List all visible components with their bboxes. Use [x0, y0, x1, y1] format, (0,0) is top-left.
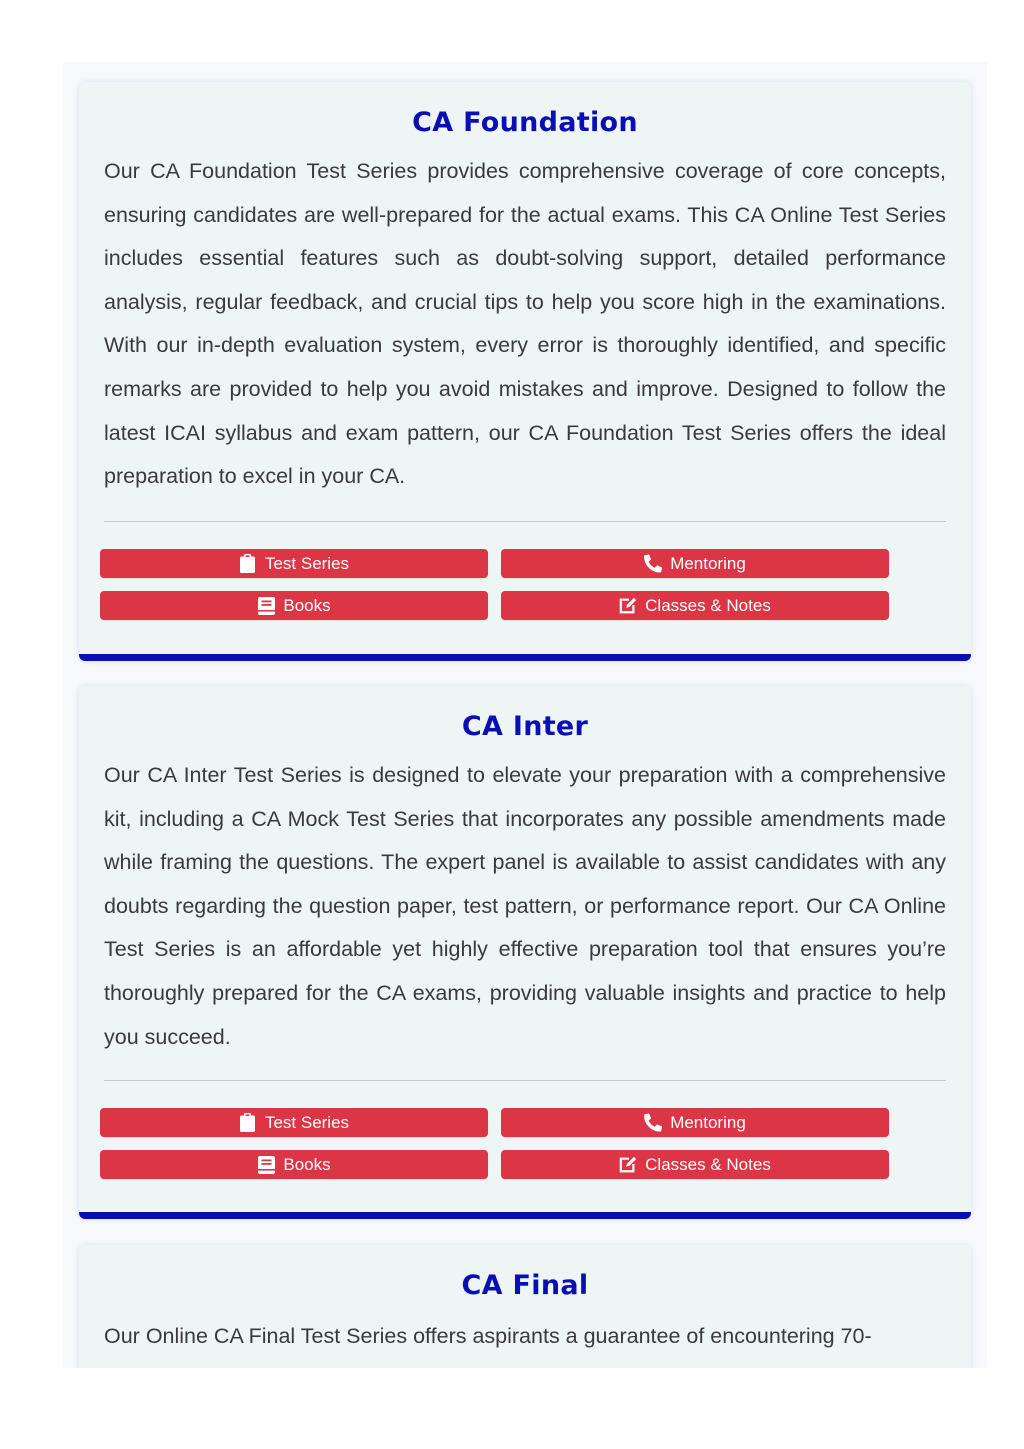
test-series-button[interactable] [100, 549, 488, 578]
clipboard-icon [239, 554, 257, 574]
classes-notes-button[interactable] [501, 1150, 889, 1179]
books-button[interactable] [100, 1150, 488, 1179]
book-icon [257, 596, 275, 616]
card-description: Our CA Foundation Test Series provides comprehensive coverage of core concepts, ensuring candidates are well-prepared for the actual exams. This CA Online Test Series includes essential features such as doubt-solving support, detailed performance analysis, regular feedback, and crucial tips to help you score high in the examinations. With our in-depth evaluation system, every error is thoroughly identified, and specific remarks are provided to help you avoid mistakes and improve. Designed to follow the latest ICAI syllabus and exam pattern, our CA Foundation Test Series offers the ideal preparation to excel in your CA. [104, 159, 946, 489]
card-description: Our Online CA Final Test Series offers aspirants a guarantee of encountering 70- [104, 1324, 872, 1348]
edit-icon [619, 596, 637, 616]
card-ca-inter [79, 686, 971, 1219]
button-label: Test Series [264, 1112, 350, 1132]
mentoring-button[interactable] [501, 549, 889, 578]
books-button[interactable] [100, 591, 488, 620]
button-label: Test Series [264, 553, 350, 573]
card-title: CA Inter [461, 711, 589, 742]
card-ca-foundation [79, 82, 971, 661]
card-description: Our CA Inter Test Series is designed to elevate your preparation with a comprehensive kit, including a CA Mock Test Series that incorporates any possible amendments made while framing the questions. The expert panel is available to assist candidates with any doubts regarding the question paper, test pattern, or performance report. Our CA Online Test Series is an affordable yet highly effective preparation tool that ensures you’re thoroughly prepared for the CA exams, providing valuable insights and practice to help you succeed. [104, 763, 946, 1049]
book-icon [257, 1155, 275, 1175]
classes-notes-button[interactable] [501, 591, 889, 620]
divider [104, 521, 946, 522]
divider [104, 1080, 946, 1081]
test-series-button[interactable] [100, 1108, 488, 1137]
page-viewport [63, 62, 987, 1368]
phone-icon [644, 554, 662, 574]
phone-icon [644, 1113, 662, 1133]
edit-icon [619, 1155, 637, 1175]
mentoring-button[interactable] [501, 1108, 889, 1137]
button-label: Books [283, 1154, 331, 1174]
clipboard-icon [239, 1113, 257, 1133]
button-label: Classes & Notes [645, 595, 771, 615]
card-title: CA Foundation [412, 107, 638, 138]
button-label: Books [283, 595, 331, 615]
card-ca-final [79, 1245, 971, 1368]
card-title: CA Final [461, 1270, 589, 1301]
button-label: Mentoring [670, 553, 746, 573]
button-label: Classes & Notes [645, 1154, 771, 1174]
button-label: Mentoring [670, 1112, 746, 1132]
